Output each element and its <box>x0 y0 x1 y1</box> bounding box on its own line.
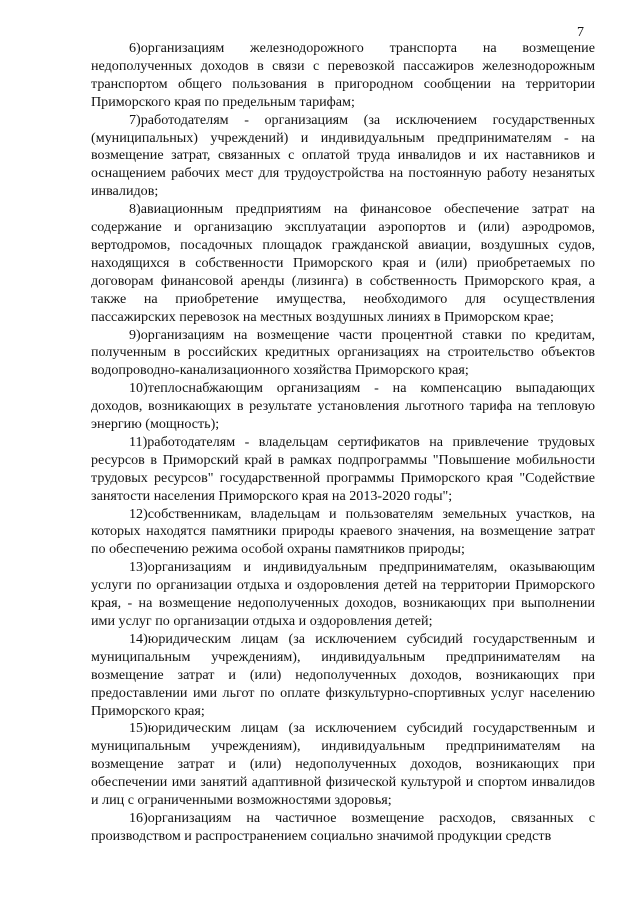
paragraph-item-16: 16)организациям на частичное возмещение расходов, связанных с производством и распространением социально значимой продукции средств <box>91 809 595 844</box>
paragraph-item-8: 8)авиационным предприятиям на финансовое обеспечение затрат на содержание и организацию эксплуатации аэропортов и (или) аэродромов, вертодромов, посадочных площадок гражданской авиации, воздушных судов, находящихся в собственности Приморского края и (или) приобретаемых по договорам финансовой аренды (лизинга) в собственность Приморского края, а также на приобретение имущества, необходимого для осуществления пассажирских перевозок на местных воздушных линиях в Приморском крае; <box>91 201 595 325</box>
paragraph-item-7: 7)работодателям - организациям (за исключением государственных (муниципальных) учреждений) и индивидуальным предпринимателям - на возмещение затрат, связанных с оплатой труда инвалидов и их наставников и оснащением рабочих мест для трудоустройства на постоянную работу незанятых инвалидов; <box>91 111 595 200</box>
paragraph-item-9: 9)организациям на возмещение части процентной ставки по кредитам, полученным в российских кредитных организациях на строительство объектов водопроводно-канализационного хозяйства Приморского края; <box>91 326 595 379</box>
paragraph-item-12: 12)собственникам, владельцам и пользователям земельных участков, на которых находятся памятники природы краевого значения, на возмещение затрат по обеспечению режима особой охраны памятников природы; <box>91 505 595 558</box>
page-number: 7 <box>577 25 584 40</box>
paragraph-item-14: 14)юридическим лицам (за исключением субсидий государственным и муниципальным учреждениям), индивидуальным предпринимателям на возмещение затрат и (или) недополученных доходов, возникающих при предоставлении ими льгот по оплате физкультурно-спортивных услуг населению Приморского края; <box>91 630 595 719</box>
paragraph-item-11: 11)работодателям - владельцам сертификатов на привлечение трудовых ресурсов в Приморский край в рамках подпрограммы "Повышение мобильности трудовых ресурсов" государственной программы Приморского края "Содействие занятости населения Приморского края на 2013-2020 годы"; <box>91 433 595 504</box>
paragraph-item-10: 10)теплоснабжающим организациям - на компенсацию выпадающих доходов, возникающих в результате установления льготного тарифа на тепловую энергию (мощность); <box>91 380 595 433</box>
paragraph-item-6: 6)организациям железнодорожного транспорта на возмещение недополученных доходов в связи с перевозкой пассажиров железнодорожным транспортом общего пользования в пригородном сообщении на территории Приморского края по предельным тарифам; <box>91 40 595 110</box>
paragraph-item-13: 13)организациям и индивидуальным предпринимателям, оказывающим услуги по организации отдыха и оздоровления детей на территории Приморского края, - на возмещение недополученных доходов, возникающих при выполнении ими услуг по организации отдыха и оздоровления детей; <box>91 559 595 629</box>
paragraph-item-15: 15)юридическим лицам (за исключением субсидий государственным и муниципальным учреждениям), индивидуальным предпринимателям на возмещение затрат и (или) недополученных доходов, возникающих при обеспечении ими занятий адаптивной физической культурой и спортом инвалидов и лиц с ограниченными возможностями здоровья; <box>91 720 595 809</box>
document-body <box>91 40 595 846</box>
